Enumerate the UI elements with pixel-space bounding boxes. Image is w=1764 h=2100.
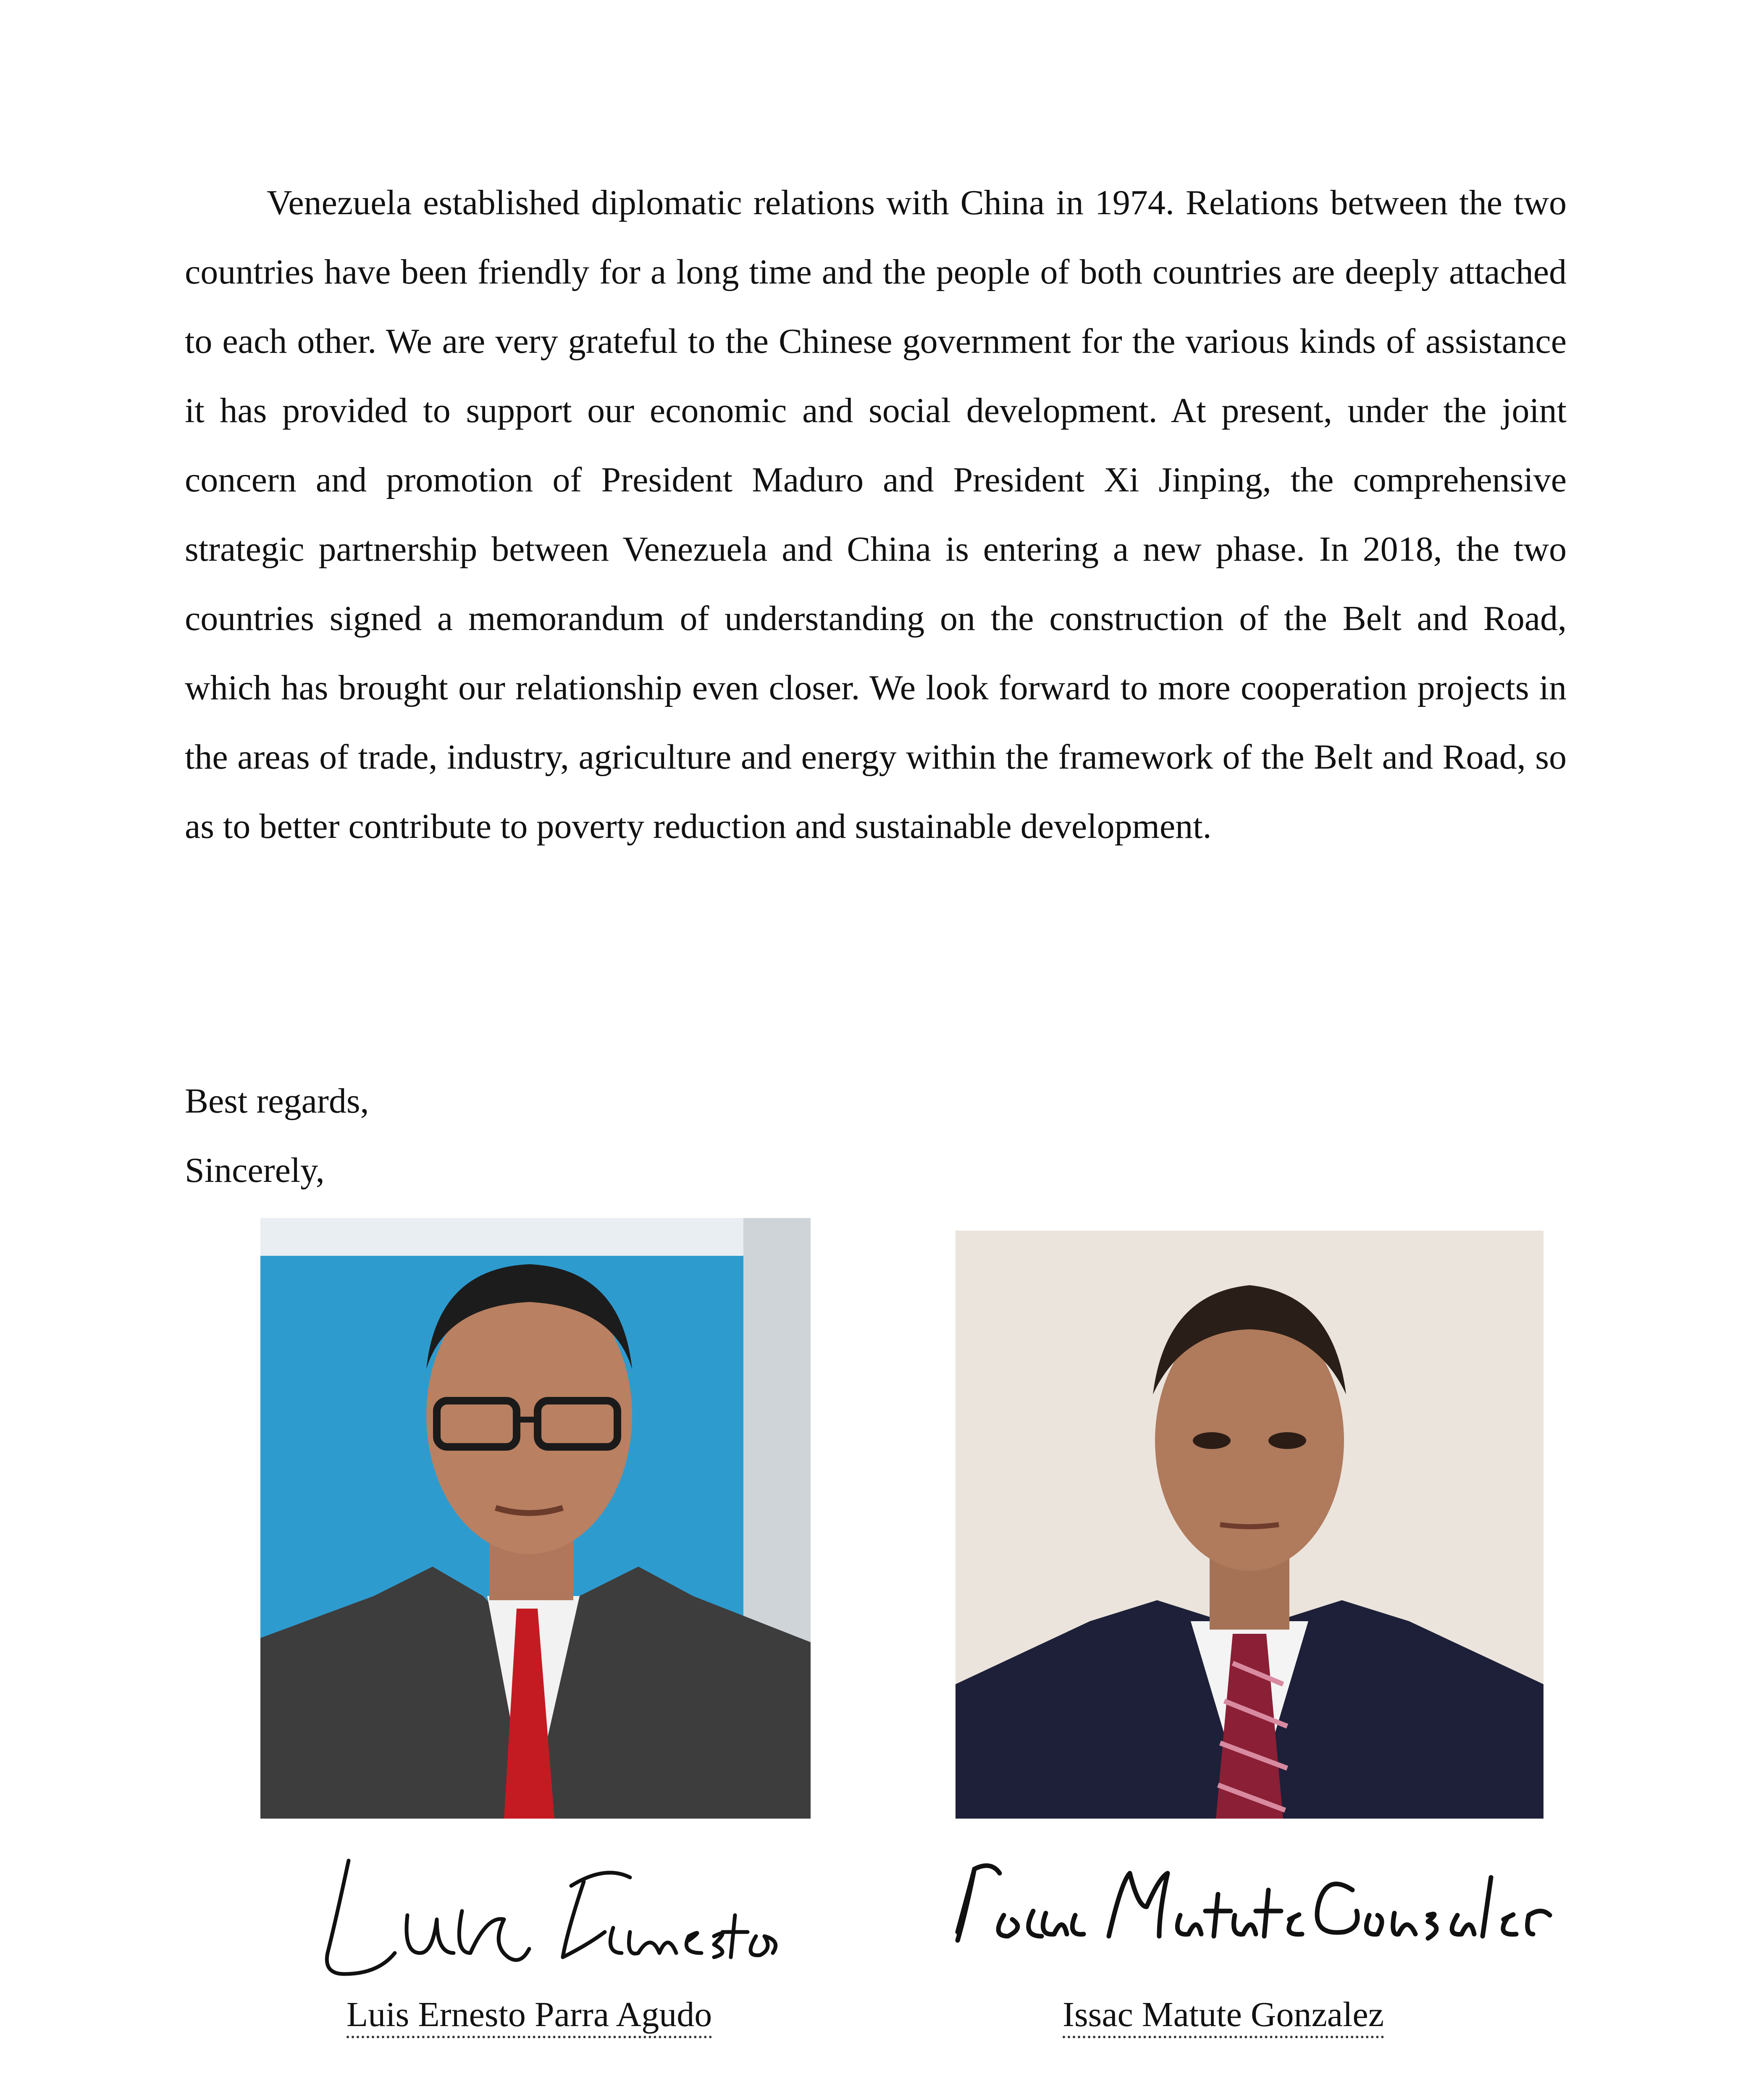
closing-sincerely: Sincerely, (185, 1151, 325, 1190)
signature-luis (311, 1848, 785, 1987)
portrait-photo-issac (956, 1231, 1544, 1819)
portrait-photo-luis (260, 1218, 811, 1819)
signatory-name-issac: Issac Matute Gonzalez (1063, 1997, 1384, 2038)
closing-best-regards: Best regards, (185, 1082, 369, 1121)
signatory-name-luis: Luis Ernesto Parra Agudo (346, 1997, 712, 2038)
signature-issac (941, 1844, 1562, 1970)
letter-body: Venezuela established diplomatic relations with China in 1974. Relations between the two countries have been friendly for a long time and the people of both countries are deeply attached to each other. We are very grateful to the Chinese government for the various kinds of assistance it has provided to support our economic and social development. At present, under the joint concern and promotion of President Maduro and President Xi Jinping, the comprehensive strategic partnership between Venezuela and China is entering a new phase. In 2018, the two countries signed a memorandum of understanding on the construction of the Belt and Road, which has brought our relationship even closer. We look forward to more cooperation projects in the areas of trade, industry, agriculture and energy within the framework of the Belt and Road, so as to better contribute to poverty reduction and sustainable development. (185, 183, 1567, 846)
